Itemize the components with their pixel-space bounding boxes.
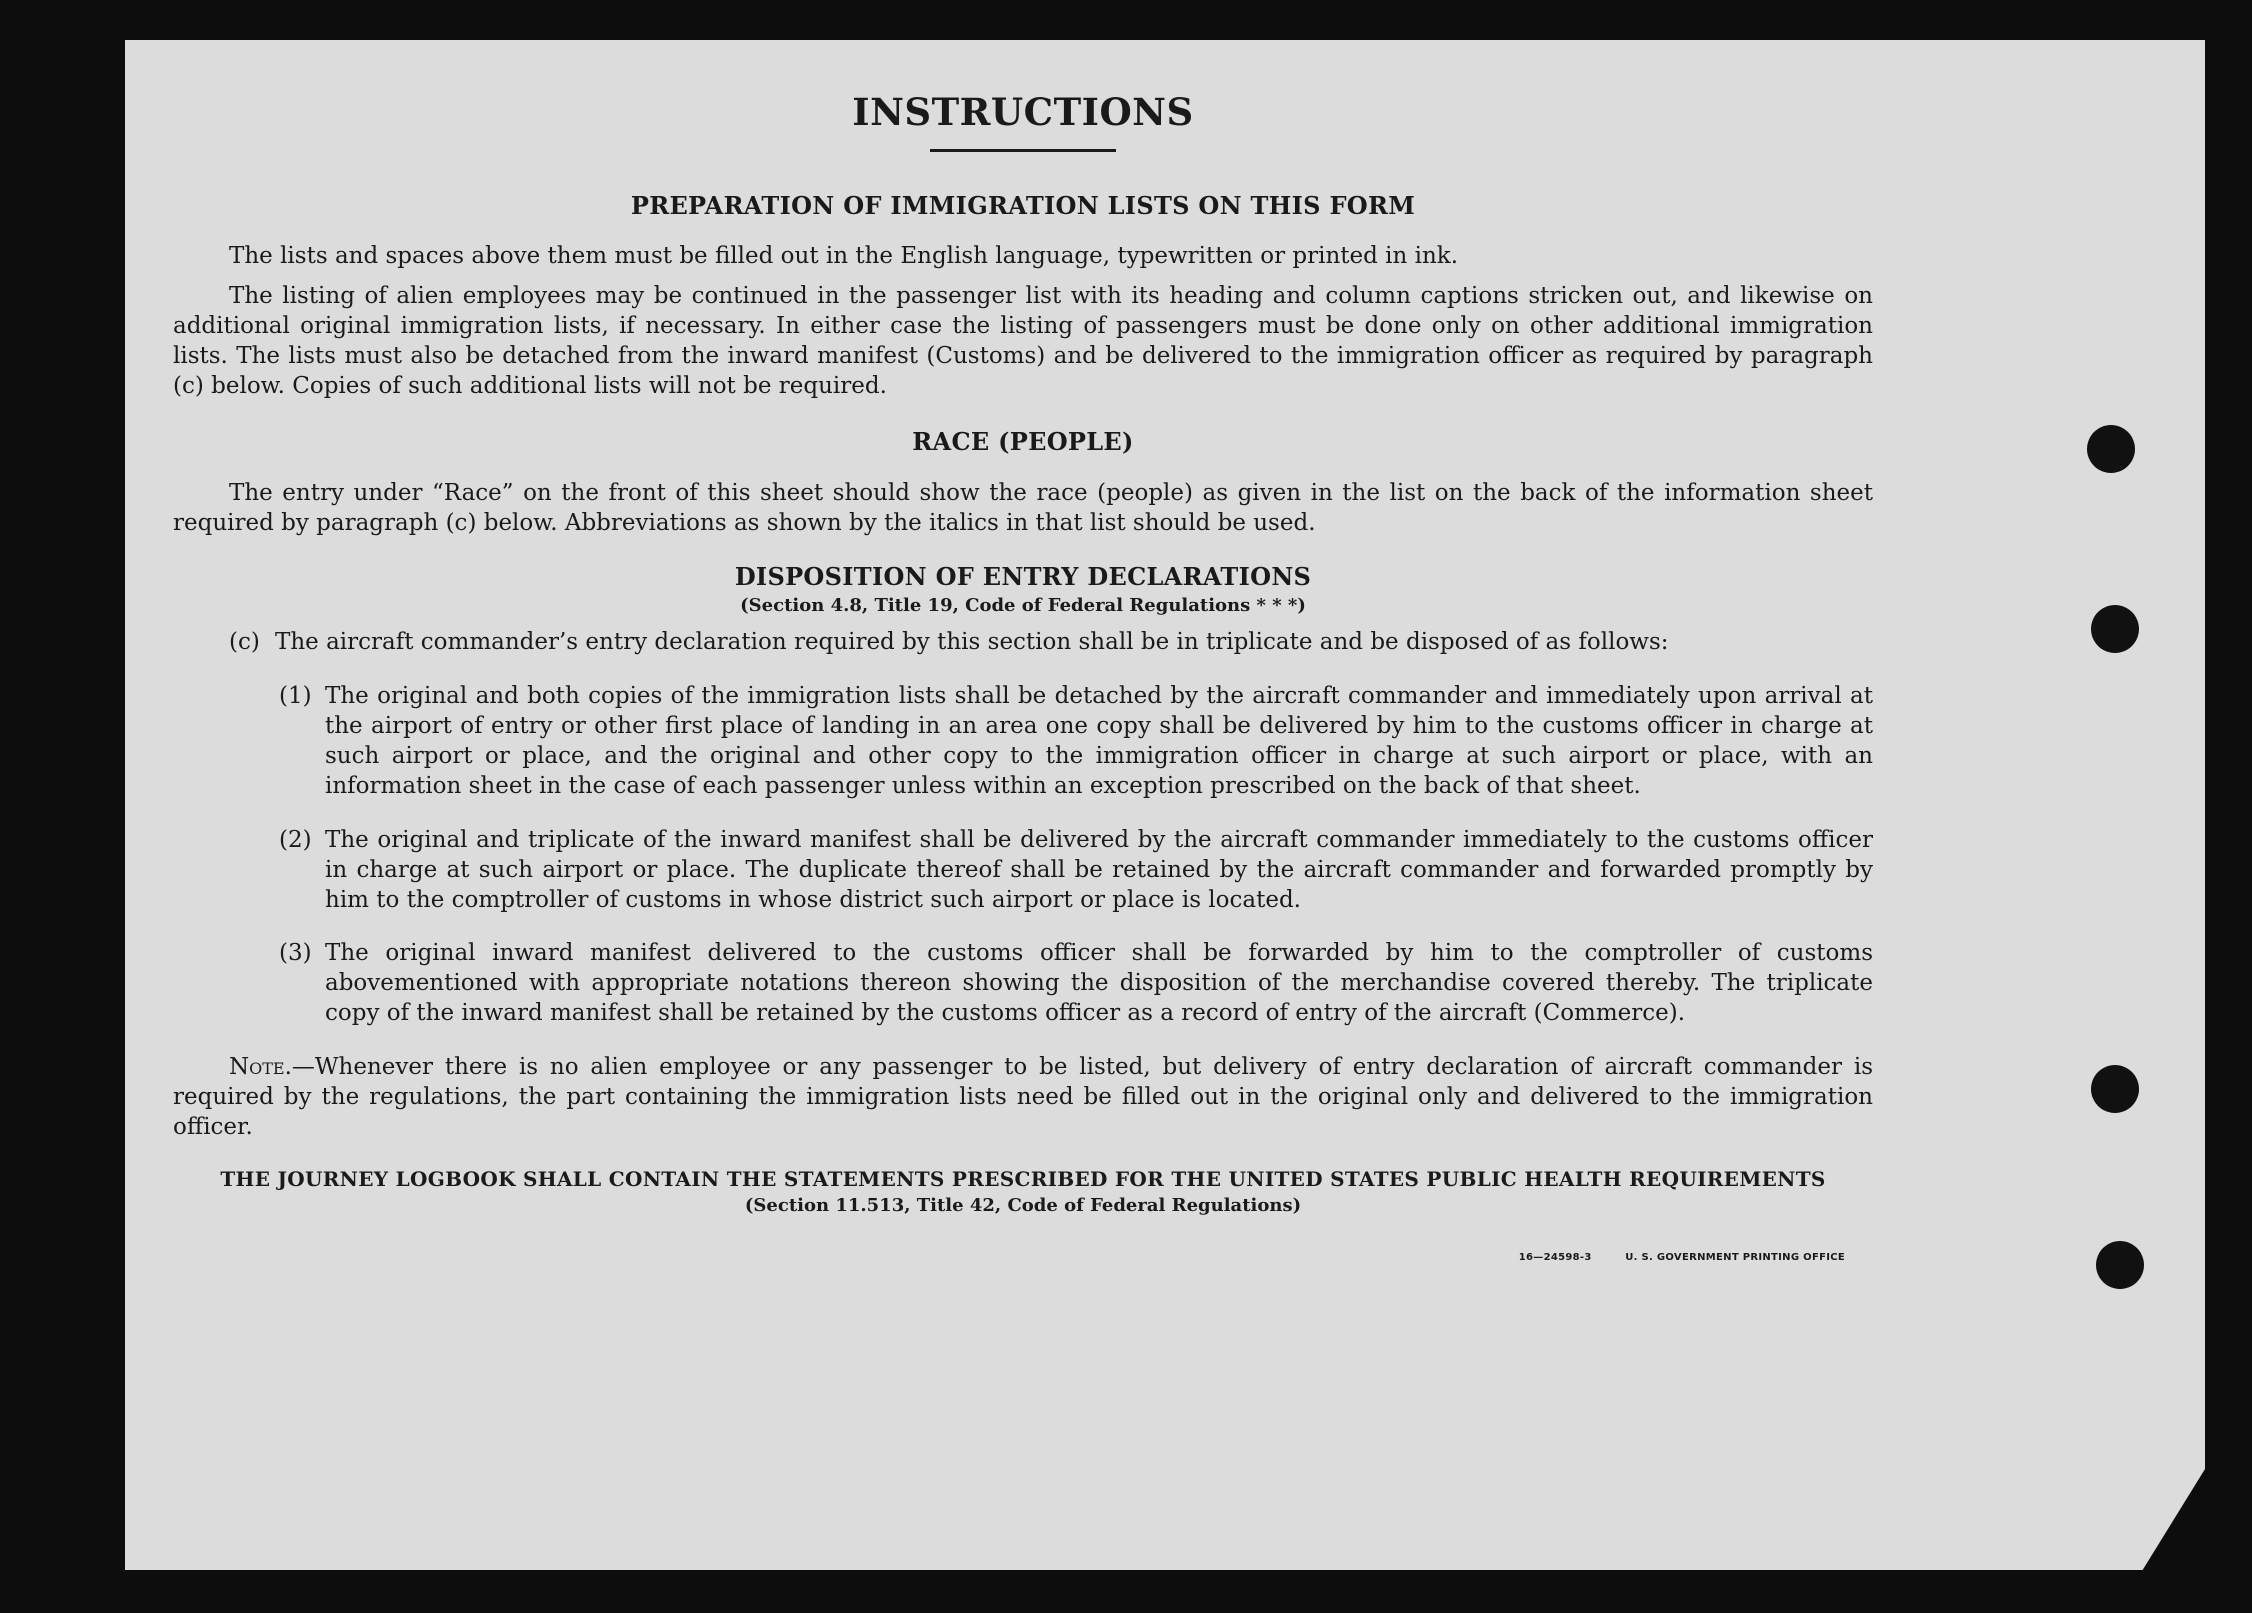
punch-hole [2096,1241,2144,1289]
disposition-heading: DISPOSITION OF ENTRY DECLARATIONS [734,561,1312,591]
paragraph-c-label: (c) [229,629,260,656]
page-title: INSTRUCTIONS [852,90,1194,134]
paragraph-c-text: The aircraft commander’s entry declaration required by this section shall be in triplicate and be disposed of as follows: [275,629,1669,656]
item-text: The original inward manifest delivered to the customs officer shall be forwarded by him to the comptroller of customs abovementioned with appropriate notations thereon showing the disposition of the merchandise covered thereby. The triplicate copy of the inward manifest shall be retained by the customs officer as a record of entry of the aircraft (Commerce). [325,940,1873,1027]
paragraph-c [229,628,1873,658]
item-number: (2) [279,826,312,853]
item-text: The original and both copies of the immigration lists shall be detached by the aircraft commander and immediately upon arrival at the airport of entry or other first place of landing in an area one copy shall be delivered by him to the customs officer in charge at such airport or place, and the original and other copy to the immigration officer in charge at such airport or place, with an information sheet in the case of each passenger unless within an exception prescribed on the back of that sheet. [325,683,1873,799]
list-item [279,826,1873,916]
list-item [279,939,1873,1029]
preparation-paragraph-1: The lists and spaces above them must be filled out in the English language, typewritten or printed in ink. [229,243,1459,270]
punch-hole [2087,425,2135,473]
logbook-heading: THE JOURNEY LOGBOOK SHALL CONTAIN THE STATEMENTS PRESCRIBED FOR THE UNITED STATES PUBLIC HEALTH REQUIREMENTS [220,1166,1826,1191]
punch-hole [2091,1065,2139,1113]
race-paragraph: The entry under “Race” on the front of this sheet should show the race (people) as given in the list on the back of the information sheet required by paragraph (c) below. Abbreviations as shown by the italics in that list should be used. [173,479,1873,536]
item-text: The original and triplicate of the inward manifest shall be delivered by the aircraft commander immediately to the customs officer in charge at such airport or place. The duplicate thereof shall be retained by the aircraft commander and forwarded promptly by him to the comptroller of customs in whose district such airport or place is located. [325,826,1873,913]
note-text: —Whenever there is no alien employee or any passenger to be listed, but delivery of entry declaration of aircraft commander is required by the regulations, the part containing the immigration lists need be filled out in the original only and delivered to the immigration officer. [173,1054,1873,1140]
logbook-citation: (Section 11.513, Title 42, Code of Federal Regulations) [744,1194,1302,1216]
printer-imprint [173,1252,1873,1263]
title-rule [930,149,1116,152]
preparation-heading: PREPARATION OF IMMIGRATION LISTS ON THIS FORM [630,190,1416,220]
note-paragraph [173,1053,1873,1143]
list-item [279,682,1873,802]
item-number: (1) [279,683,312,710]
race-heading: RACE (PEOPLE) [912,426,1134,456]
punch-hole [2091,605,2139,653]
printer-name: U. S. GOVERNMENT PRINTING OFFICE [1625,1251,1845,1263]
disposition-citation: (Section 4.8, Title 19, Code of Federal Regulations * * *) [740,595,1306,617]
instructions-content [173,50,1873,1263]
preparation-paragraph-2: The listing of alien employees may be continued in the passenger list with its heading and column captions stricken out, and likewise on additional original immigration lists, if necessary. In either case the listing of passengers must be done only on other additional immigration lists. The lists must also be detached from the inward manifest (Customs) and be delivered to the immigration officer as required by paragraph (c) below. Copies of such additional lists will not be required. [173,283,1873,400]
item-number: (3) [279,940,312,967]
note-label: Note. [229,1054,292,1081]
form-number: 16—24598-3 [1518,1251,1592,1263]
